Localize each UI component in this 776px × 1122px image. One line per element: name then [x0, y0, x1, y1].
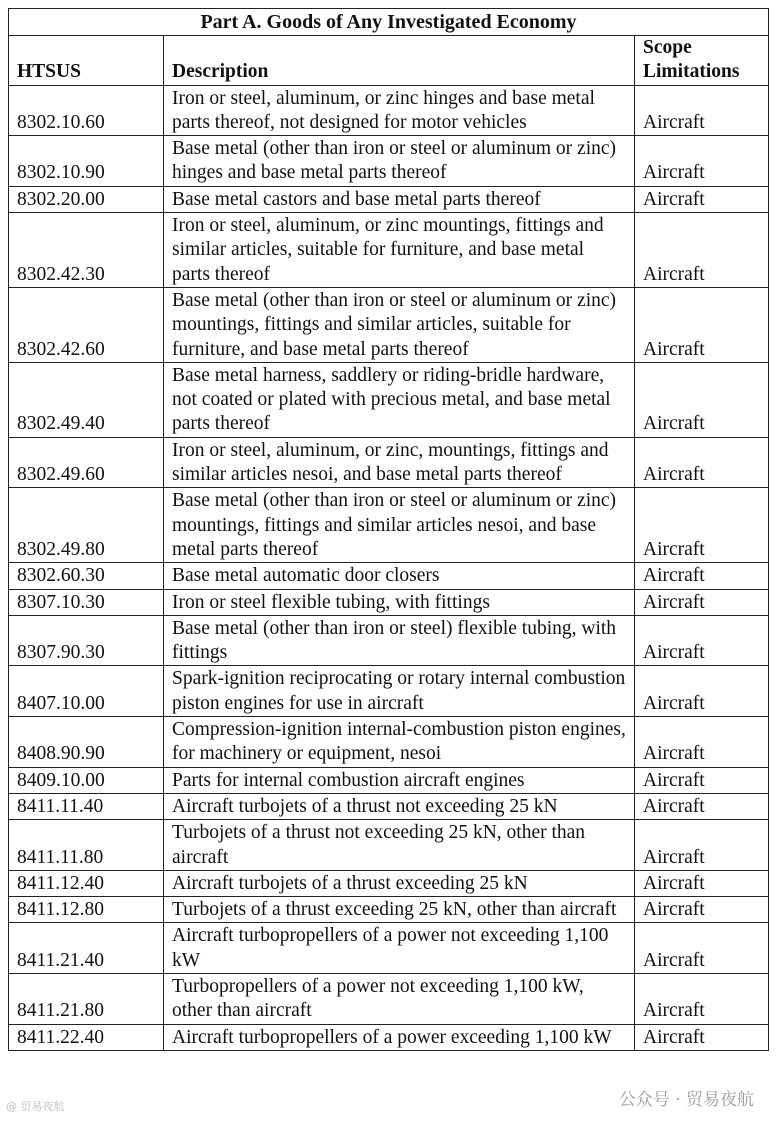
htsus-code-cell: 8411.21.80: [9, 973, 164, 1024]
description-cell: Parts for internal combustion aircraft engines: [164, 767, 635, 793]
scope-limitation-cell: Aircraft: [635, 767, 769, 793]
table-row: [9, 589, 769, 615]
htsus-code-cell: 8302.49.40: [9, 362, 164, 437]
description-cell: Base metal (other than iron or steel or aluminum or zinc) mountings, fittings and similar articles, suitable for furniture, and base metal parts thereof: [164, 287, 635, 362]
htsus-code-cell: 8307.10.30: [9, 589, 164, 615]
account-watermark: 公众号 · 贸易夜航: [618, 1090, 754, 1110]
htsus-code-cell: 8302.49.80: [9, 488, 164, 563]
table-row: [9, 186, 769, 212]
description-cell: Base metal (other than iron or steel or aluminum or zinc) mountings, fittings and similar articles nesoi, and base metal parts thereof: [164, 488, 635, 563]
htsus-code-cell: 8411.22.40: [9, 1024, 164, 1050]
htsus-code-cell: 8302.10.60: [9, 85, 164, 136]
table-row: [9, 488, 769, 563]
table-row: [9, 923, 769, 974]
corner-watermark: @ 贸易夜航: [6, 1100, 65, 1113]
htsus-code-cell: 8302.10.90: [9, 136, 164, 187]
scope-limitation-cell: Aircraft: [635, 666, 769, 717]
scope-limitation-cell: Aircraft: [635, 1024, 769, 1050]
description-cell: Iron or steel, aluminum, or zinc, mountings, fittings and similar articles nesoi, and base metal parts thereof: [164, 437, 635, 488]
scope-limitation-cell: Aircraft: [635, 213, 769, 288]
table-row: [9, 897, 769, 923]
description-cell: Base metal automatic door closers: [164, 563, 635, 589]
goods-table: [8, 8, 769, 1051]
scope-limitation-cell: Aircraft: [635, 793, 769, 819]
table-row: [9, 793, 769, 819]
table-row: [9, 820, 769, 871]
table-row: [9, 870, 769, 896]
htsus-code-cell: 8302.49.60: [9, 437, 164, 488]
table-row: [9, 213, 769, 288]
table-row: [9, 615, 769, 666]
table-row: [9, 767, 769, 793]
htsus-code-cell: 8411.11.40: [9, 793, 164, 819]
scope-limitation-cell: Aircraft: [635, 563, 769, 589]
description-cell: Aircraft turbojets of a thrust not exceeding 25 kN: [164, 793, 635, 819]
scope-limitation-cell: Aircraft: [635, 870, 769, 896]
htsus-code-cell: 8408.90.90: [9, 717, 164, 768]
scope-limitation-cell: Aircraft: [635, 136, 769, 187]
description-cell: Iron or steel flexible tubing, with fittings: [164, 589, 635, 615]
scope-limitation-cell: Aircraft: [635, 437, 769, 488]
description-cell: Base metal harness, saddlery or riding-bridle hardware, not coated or plated with precious metal, and base metal parts thereof: [164, 362, 635, 437]
description-cell: Turbojets of a thrust not exceeding 25 kN, other than aircraft: [164, 820, 635, 871]
scope-limitation-cell: Aircraft: [635, 186, 769, 212]
description-cell: Compression-ignition internal-combustion piston engines, for machinery or equipment, nesoi: [164, 717, 635, 768]
table-body: [9, 85, 769, 1050]
description-cell: Turbojets of a thrust exceeding 25 kN, other than aircraft: [164, 897, 635, 923]
table-row: [9, 717, 769, 768]
htsus-code-cell: 8302.42.60: [9, 287, 164, 362]
htsus-code-cell: 8409.10.00: [9, 767, 164, 793]
scope-limitation-cell: Aircraft: [635, 820, 769, 871]
htsus-code-cell: 8411.12.40: [9, 870, 164, 896]
scope-header: Scope Limitations: [635, 36, 769, 86]
description-cell: Iron or steel, aluminum, or zinc mountings, fittings and similar articles, suitable for furniture, and base metal parts thereof: [164, 213, 635, 288]
table-row: [9, 563, 769, 589]
table-row: [9, 362, 769, 437]
scope-limitation-cell: Aircraft: [635, 287, 769, 362]
description-cell: Iron or steel, aluminum, or zinc hinges and base metal parts thereof, not designed for motor vehicles: [164, 85, 635, 136]
htsus-header: HTSUS: [9, 36, 164, 86]
description-cell: Aircraft turbopropellers of a power not exceeding 1,100 kW: [164, 923, 635, 974]
description-header: Description: [164, 36, 635, 86]
scope-limitation-cell: Aircraft: [635, 717, 769, 768]
htsus-code-cell: 8411.21.40: [9, 923, 164, 974]
scope-limitation-cell: Aircraft: [635, 589, 769, 615]
scope-limitation-cell: Aircraft: [635, 897, 769, 923]
table-row: [9, 437, 769, 488]
scope-limitation-cell: Aircraft: [635, 615, 769, 666]
description-cell: Spark-ignition reciprocating or rotary internal combustion piston engines for use in aircraft: [164, 666, 635, 717]
htsus-code-cell: 8411.12.80: [9, 897, 164, 923]
table-row: [9, 85, 769, 136]
htsus-code-cell: 8411.11.80: [9, 820, 164, 871]
description-cell: Turbopropellers of a power not exceeding 1,100 kW, other than aircraft: [164, 973, 635, 1024]
table-row: [9, 1024, 769, 1050]
description-cell: Aircraft turbopropellers of a power exceeding 1,100 kW: [164, 1024, 635, 1050]
htsus-code-cell: 8307.90.30: [9, 615, 164, 666]
table-row: [9, 973, 769, 1024]
table-title: Part A. Goods of Any Investigated Economy: [9, 9, 769, 36]
htsus-code-cell: 8407.10.00: [9, 666, 164, 717]
scope-limitation-cell: Aircraft: [635, 973, 769, 1024]
description-cell: Aircraft turbojets of a thrust exceeding 25 kN: [164, 870, 635, 896]
scope-limitation-cell: Aircraft: [635, 85, 769, 136]
table-row: [9, 136, 769, 187]
htsus-code-cell: 8302.60.30: [9, 563, 164, 589]
description-cell: Base metal (other than iron or steel or aluminum or zinc) hinges and base metal parts thereof: [164, 136, 635, 187]
htsus-code-cell: 8302.20.00: [9, 186, 164, 212]
scope-limitation-cell: Aircraft: [635, 488, 769, 563]
table-row: [9, 666, 769, 717]
table-row: [9, 287, 769, 362]
description-cell: Base metal castors and base metal parts thereof: [164, 186, 635, 212]
description-cell: Base metal (other than iron or steel) flexible tubing, with fittings: [164, 615, 635, 666]
scope-limitation-cell: Aircraft: [635, 923, 769, 974]
htsus-code-cell: 8302.42.30: [9, 213, 164, 288]
scope-limitation-cell: Aircraft: [635, 362, 769, 437]
